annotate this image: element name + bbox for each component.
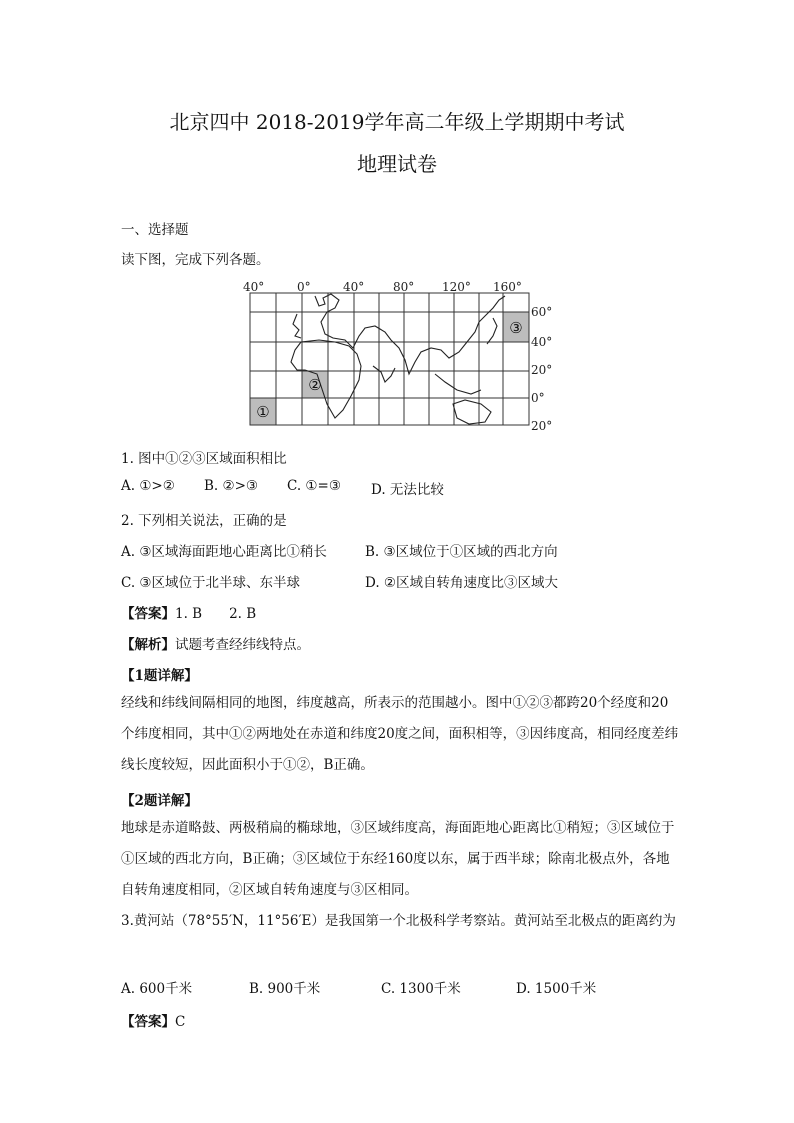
- question-1-option-c: C. ①=③: [287, 478, 341, 494]
- map-top-label: 80°: [393, 280, 415, 294]
- page-subtitle: 地理试卷: [357, 152, 437, 176]
- answer-text: 1. B 2. B: [175, 606, 257, 622]
- question-2-option-a: A. ③区域海面距地心距离比①稍长: [121, 544, 327, 560]
- answer-1-2: [121, 602, 256, 622]
- question-2-stem: 2. 下列相关说法，正确的是: [121, 513, 287, 529]
- detail-1-label: 【1题详解】: [121, 668, 198, 684]
- map-right-label: 20°: [531, 363, 553, 377]
- map-top-label: 40°: [243, 280, 265, 294]
- answer-3-text: C: [175, 1014, 186, 1030]
- detail-2-label: 【2题详解】: [121, 793, 198, 809]
- detail-2-text: 地球是赤道略鼓、两极稍扁的椭球地，③区域纬度高，海面距地心距离比①稍短；③区域位于①区域的西北方向，B正确；③区域位于东经160度以东，属于西半球；除南北极点外，各地自转角速度相同，②区域自转角速度与③区相同。: [121, 820, 675, 898]
- question-2-option-d: D. ②区域自转角速度比③区域大: [365, 575, 559, 591]
- question-1-stem: 1. 图中①②③区域面积相比: [121, 451, 287, 467]
- map-top-label: 40°: [343, 280, 365, 294]
- map-right-label: 0°: [531, 391, 545, 405]
- question-1-option-d: D. 无法比较: [371, 482, 444, 498]
- region-label-3: ③: [509, 319, 523, 337]
- question-3-option-d: D. 1500千米: [516, 981, 597, 997]
- question-1-option-b: B. ②>③: [204, 478, 259, 494]
- answer-label: 【答案】: [121, 606, 175, 622]
- map-right-label: 20°: [531, 419, 553, 433]
- question-3-option-b: B. 900千米: [249, 981, 321, 997]
- analysis-text: 试题考查经纬线特点。: [175, 637, 310, 653]
- question-3-option-c: C. 1300千米: [381, 981, 461, 997]
- map-top-label: 0°: [297, 280, 311, 294]
- analysis: [121, 633, 310, 653]
- region-label-1: ①: [256, 403, 270, 421]
- detail-1-text: 经线和纬线间隔相同的地图，纬度越高，所表示的范围越小。图中①②③都跨20个经度和20个纬度相同，其中①②两地处在赤道和纬度20度之间，面积相等，③因纬度高，相同经度差纬线长度较短，因此面积小于①②，B正确。: [121, 695, 679, 773]
- coastlines: [291, 294, 505, 424]
- section-heading: 一、选择题: [121, 222, 189, 238]
- answer-3-label: 【答案】: [121, 1014, 175, 1030]
- question-1-option-a: A. ①>②: [121, 478, 175, 494]
- question-3-option-a: A. 600千米: [121, 981, 193, 997]
- page-title: 北京四中 2018-2019学年高二年级上学期期中考试: [169, 110, 625, 134]
- map-right-label: 40°: [531, 335, 553, 349]
- region-label-2: ②: [308, 376, 322, 394]
- map-top-label: 160°: [493, 280, 522, 294]
- question-3-stem: 3.黄河站（78°55′N，11°56′E）是我国第一个北极科学考察站。黄河站至北极点的距离约为: [121, 913, 676, 929]
- question-2-option-c: C. ③区域位于北半球、东半球: [121, 575, 301, 591]
- question-2-option-b: B. ③区域位于①区域的西北方向: [365, 544, 558, 560]
- instruction: 读下图，完成下列各题。: [121, 252, 270, 268]
- map-right-label: 60°: [531, 305, 553, 319]
- world-grid-map: [235, 278, 555, 438]
- analysis-label: 【解析】: [121, 637, 175, 653]
- answer-3: [121, 1010, 185, 1030]
- map-top-label: 120°: [442, 280, 471, 294]
